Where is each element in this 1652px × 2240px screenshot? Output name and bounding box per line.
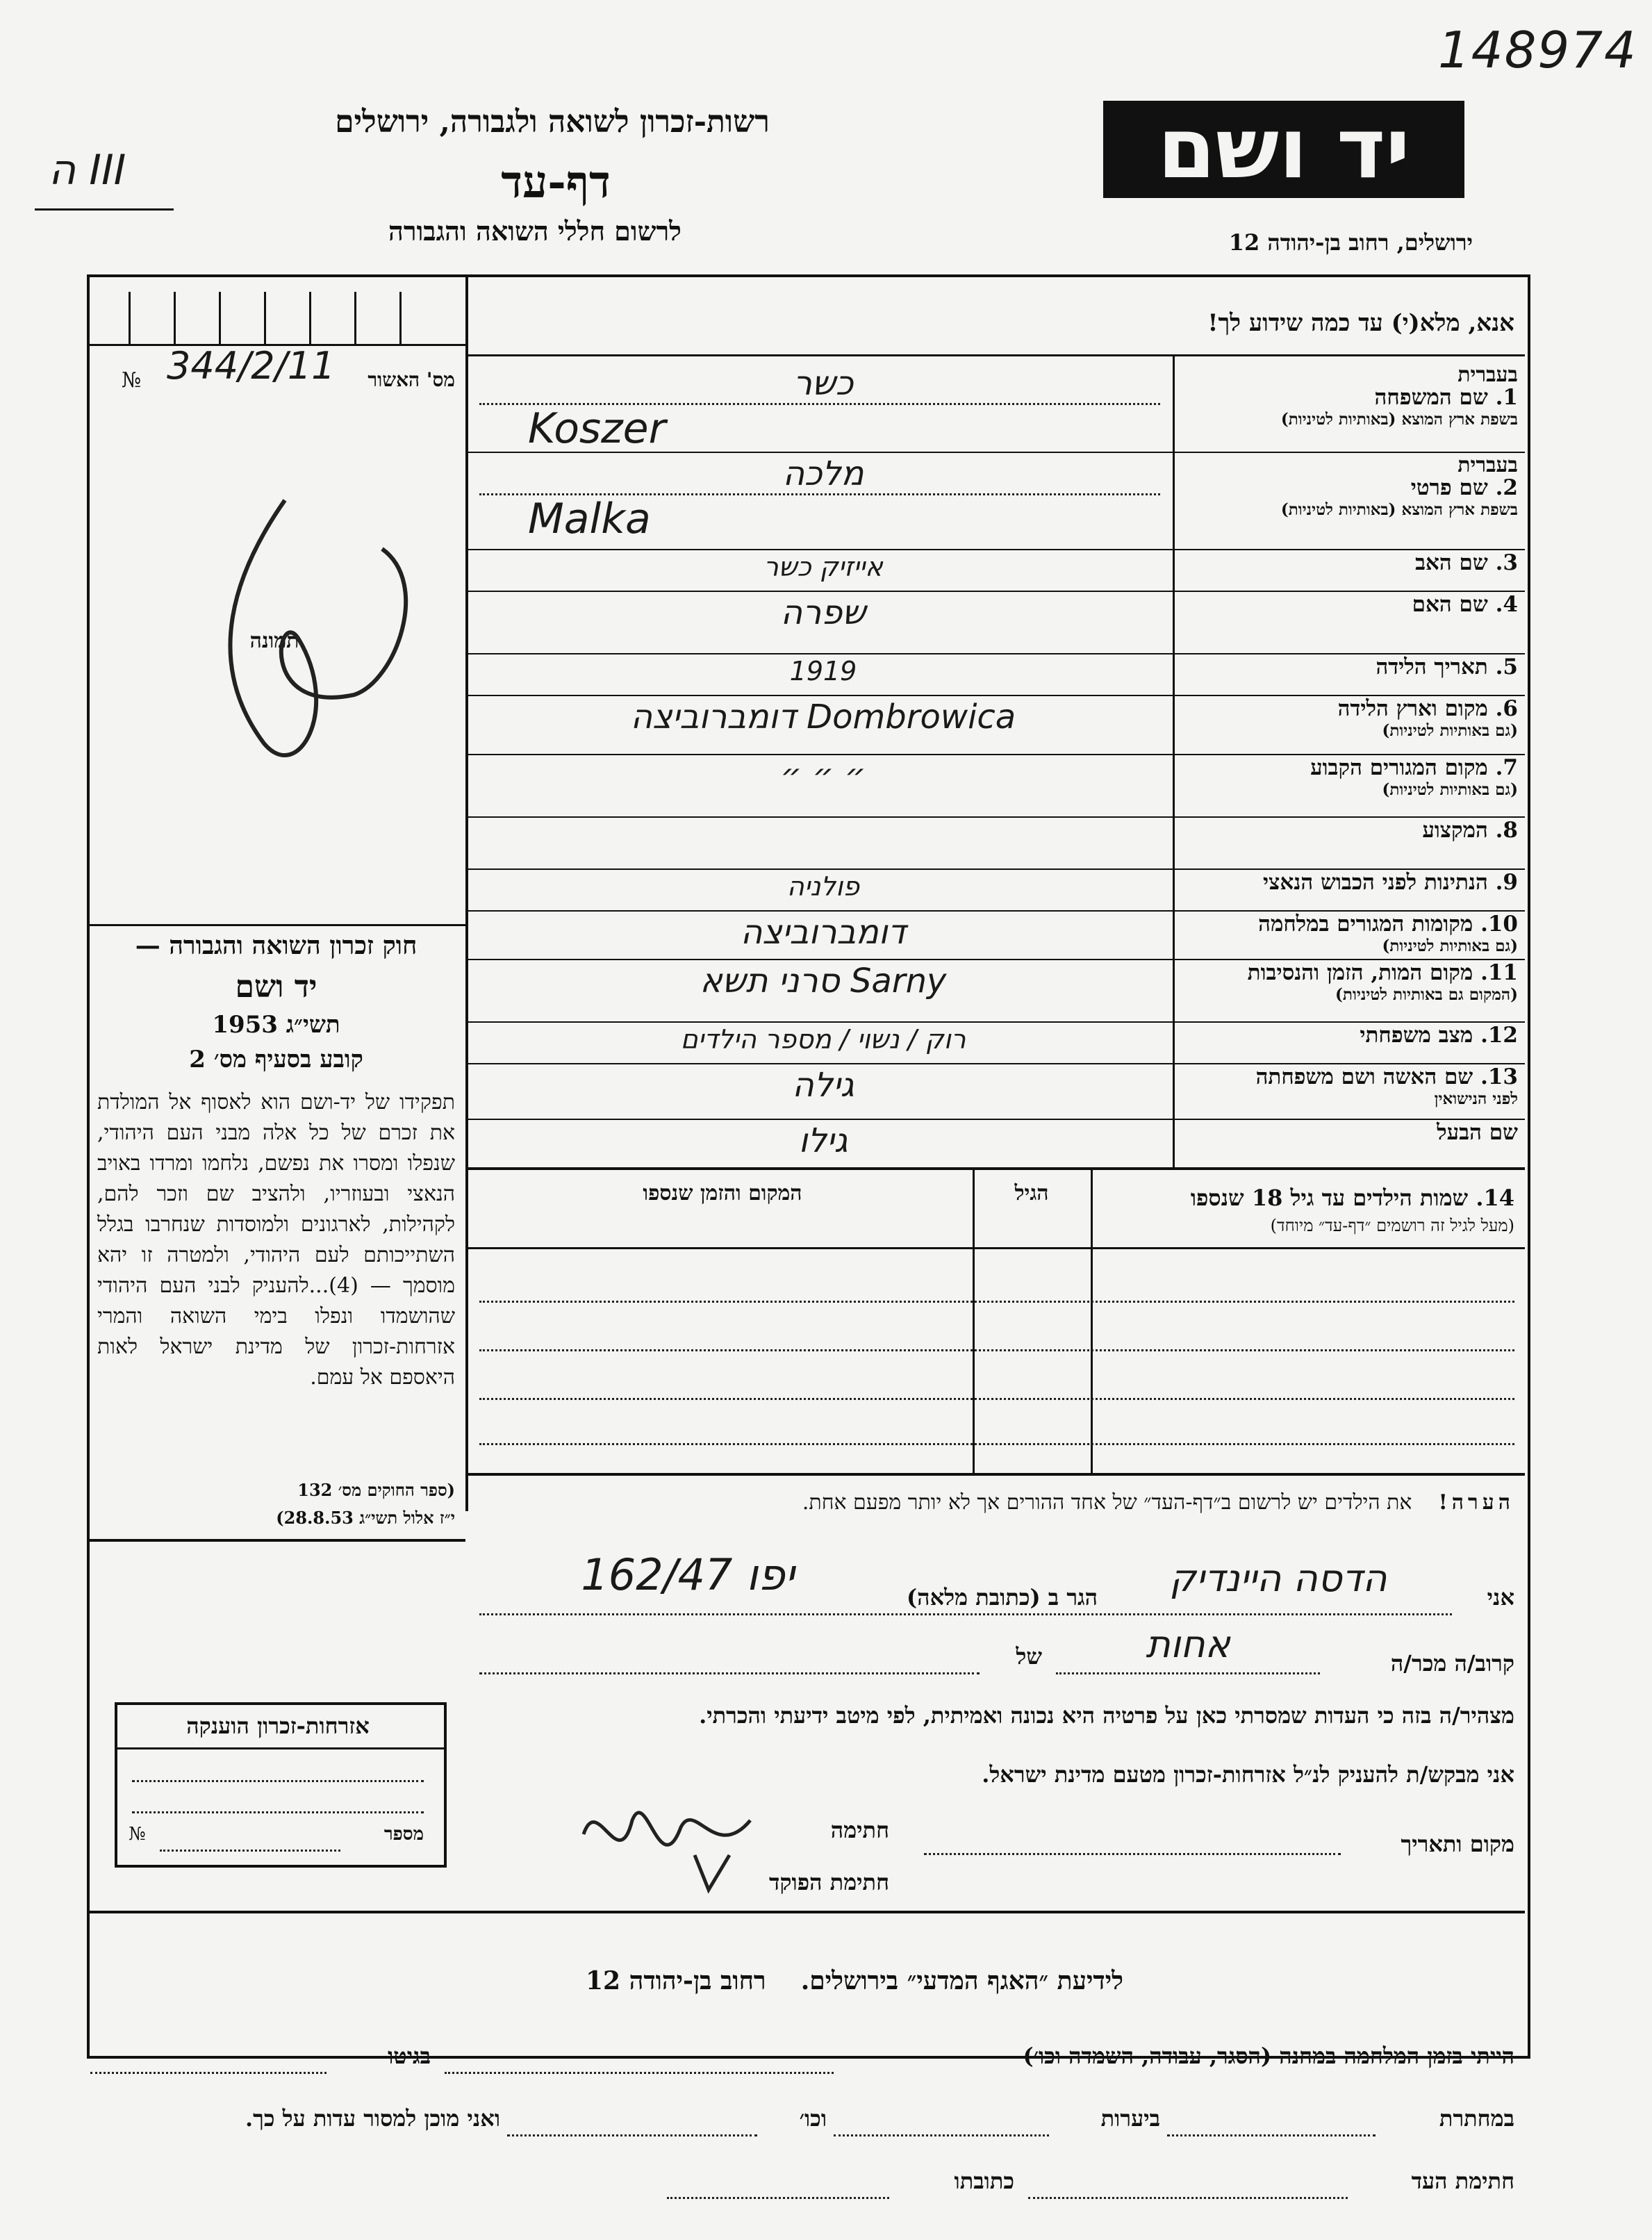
field-label-9: 9. הנתינות לפני הכבוש הנאצי <box>1263 870 1518 895</box>
law-body: תפקידו של יד-ושם הוא לאסוף אל המולדת את זכרם של כל אלה מבני העם היהודי, שנפלו ומסרו את נפשם, נלחמו ומרדו באויב הנאצי ובעוזריו, ולהציב שם וזכר להם, לקהילות, לארגונים ולמוסדות שנחרבו בגלל השתייכותם לעם היהודי, ולמטרה זו יהא מוסמך — (4)...להעניק לבני העם היהודי שהושמדו ונפלו בימי השואה והמרי אזרחות-זכרון של מדינת ישראל לאות היאספם אל עמם. <box>97 1090 456 1390</box>
field-label-6: 6. מקום וארץ הלידה (גם באותיות לטיניות) <box>1337 696 1518 740</box>
field-value-12: רוק / נשוי / מספר הילדים <box>680 1024 966 1055</box>
field-label-11: 11. מקום המות, הזמן והנסיבות (המקום גם באותיות לטיניות) <box>1247 960 1518 1004</box>
footer-forests: ביערות <box>1100 2105 1160 2132</box>
decl-of: של <box>1016 1643 1042 1670</box>
field-label-14: שם הבעל <box>1437 1120 1518 1145</box>
decl-relative: קרוב/ה מכר/ה <box>1390 1650 1514 1677</box>
children-sub: (מעל לגיל זה רושמים ״דף-עד״ מיוחד) <box>1270 1216 1514 1235</box>
decl-request: אני מבקש/ת להעניק לנ״ל אזרחות-זכרון מטעם מדינת ישראל. <box>982 1761 1514 1788</box>
field-value-4: שפרה <box>780 593 866 632</box>
yad-vashem-logo: יד ושם <box>1103 101 1464 198</box>
note-label: הערה! <box>1438 1490 1514 1515</box>
children-col-place: המקום והזמן שנספו <box>643 1181 802 1205</box>
decl-officer-sig: חתימת הפוקד <box>769 1869 889 1895</box>
field-value-6: Dombrowica דומברוביצה <box>630 698 1016 736</box>
field-value-latin-1: Koszer <box>528 404 666 453</box>
field-value-5: 1919 <box>789 656 857 686</box>
citizenship-number: מספר <box>383 1824 424 1845</box>
field-label-1: בעברית 1. שם המשפחה בשפת ארץ המוצא (באותיות לטיניות) <box>1280 363 1518 429</box>
request-text: אנא, מלא(י) עד כמה שידוע לך! <box>1207 309 1514 337</box>
field-value-11: Sarny סרני תשא <box>700 962 947 1000</box>
decl-resides: הגר ב (כתובת מלאה) <box>907 1584 1098 1611</box>
field-value-7: ״ ״ ״ <box>780 757 866 796</box>
approval-number: 344/2/11 <box>167 344 336 388</box>
footer-witness-sig: חתימת העד <box>1411 2168 1514 2194</box>
approval-no-sign: № <box>122 368 142 393</box>
law-ref-1: (ספר החוקים מס׳ 132 <box>297 1480 455 1500</box>
field-value-2: מלכה <box>782 454 864 493</box>
field-value-10: דומברוביצה <box>740 913 907 952</box>
archive-number: 148974 <box>1438 21 1637 79</box>
photo-scribble <box>118 486 445 792</box>
header-authority: רשות-זכרון לשואה ולגבורה, ירושלים <box>335 104 770 140</box>
header-subtitle: לרשום חללי השואה והגבורה <box>388 215 682 247</box>
footer-address2: כתובתו <box>954 2168 1014 2194</box>
field-value-9: פולניה <box>786 871 860 902</box>
field-label-7: 7. מקום המגורים הקבוע (גם באותיות לטיניות) <box>1310 755 1518 799</box>
field-label-2: בעברית 2. שם פרטי בשפת ארץ המוצא (באותיות לטיניות) <box>1280 453 1518 519</box>
field-value-3: אייזיק כשר <box>763 552 883 582</box>
citizenship-title: אזרחות-זכרון הוענקה <box>186 1713 370 1739</box>
decl-place-date: מקום ותאריך <box>1401 1831 1514 1857</box>
footer-ready: ואני מוכן למסור עדות על כך. <box>245 2105 500 2132</box>
note <box>479 1490 1514 1515</box>
field-label-12: 12. מצב משפחתי <box>1360 1023 1518 1048</box>
field-value-14: גילו <box>798 1121 848 1160</box>
header-title: דף-עד <box>501 156 611 208</box>
corner-underline <box>35 208 174 211</box>
field-value-latin-2: Malka <box>528 495 651 543</box>
law-ref-2: י״ז אלול תשי״ג 28.8.53) <box>276 1508 455 1528</box>
decl-declare: מצהיר/ה בזה כי העדות שמסרתי כאן על פרטיה היא נכונה ואמיתית, לפי מיטב ידיעתי והכרתי. <box>699 1702 1514 1729</box>
note-text: את הילדים יש לרשום ב״דף-העד״ של אחד ההורים אך לא יותר מפעם אחת. <box>802 1490 1412 1515</box>
field-label-13: 13. שם האשה ושם משפחתה לפני הנישואין <box>1255 1064 1518 1108</box>
field-label-8: 8. המקצוע <box>1422 818 1518 843</box>
decl-name: הדסה היינדיק <box>1169 1556 1387 1600</box>
witness-signature <box>570 1779 764 1897</box>
decl-address: יפו 162/47 <box>581 1549 795 1600</box>
decl-relation: אחות <box>1146 1622 1230 1666</box>
field-label-10: 10. מקומות המגורים במלחמה (גם באותיות לטיניות) <box>1258 912 1518 955</box>
decl-i: אני <box>1487 1584 1514 1611</box>
approval-label: מס' האשור <box>367 368 455 391</box>
footer-ghetto: בגיטו <box>388 2043 431 2069</box>
decl-signature: חתימה <box>830 1817 889 1843</box>
law-year: תשי״ג 1953 <box>212 1011 340 1039</box>
footer-etc: וכו׳ <box>799 2105 827 2132</box>
field-label-4: 4. שם האם <box>1412 592 1518 617</box>
law-title: חוק זכרון השואה והגבורה — <box>135 931 418 960</box>
law-name: יד ושם <box>235 969 317 1005</box>
footer-camp: הייתי בזמן המלחמה במחנה (הסגר, עבודה, השמדה וכו׳) <box>1023 2043 1514 2069</box>
field-label-3: 3. שם האב <box>1415 550 1518 575</box>
field-value-1: כשר <box>793 364 854 403</box>
law-clause: קובע בסעיף מס׳ 2 <box>189 1046 363 1073</box>
photo-label: תמונה <box>249 629 299 653</box>
header-address: ירושלים, רחוב בן-יהודה 12 <box>1228 229 1473 256</box>
footer-to: לידיעת ״האגף המדעי״ בירושלים. רחוב בן-יהודה 12 <box>585 1966 1123 1995</box>
citizenship-no: № <box>129 1824 146 1845</box>
children-label: 14. שמות הילדים עד גיל 18 שנספו <box>1190 1185 1514 1211</box>
children-col-age: הגיל <box>1014 1181 1049 1205</box>
corner-note: ה III <box>49 146 126 195</box>
field-label-5: 5. תאריך הלידה <box>1376 654 1518 680</box>
field-value-13: גילה <box>792 1066 854 1105</box>
footer-hiding: במחתרת <box>1439 2105 1514 2132</box>
